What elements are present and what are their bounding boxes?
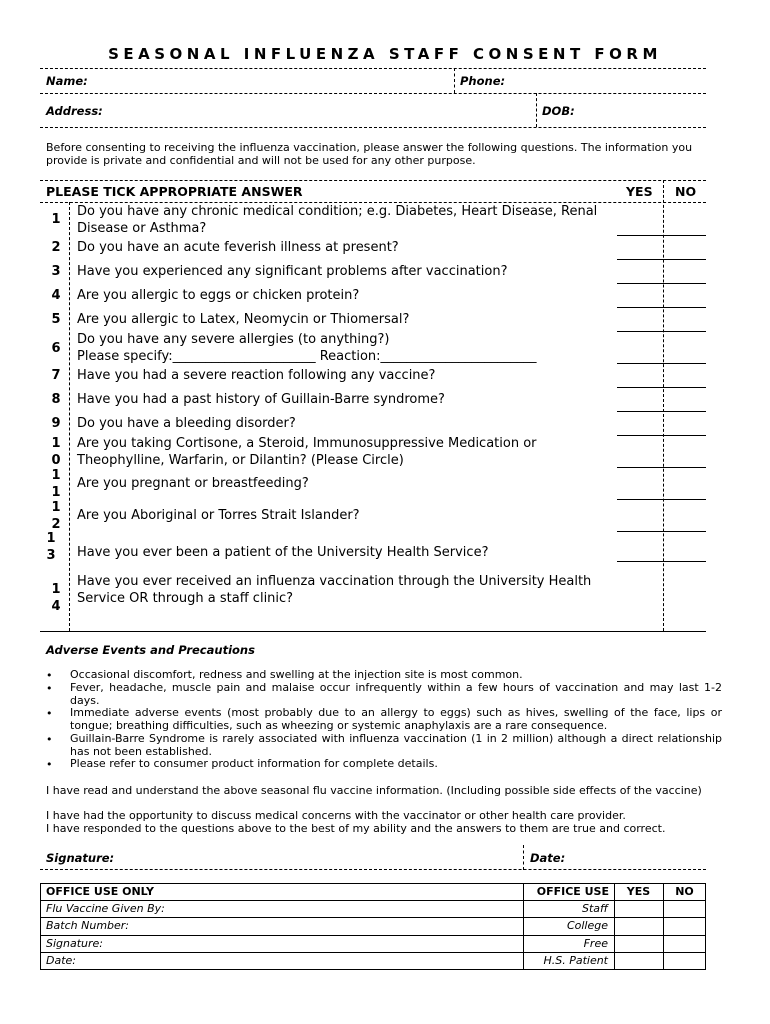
question-number: 5 (51, 312, 61, 327)
question-text: Do you have any severe allergies (to anything?) (77, 332, 390, 347)
question-text: Are you taking Cortisone, a Steroid, Immunosuppressive Medication or Theophylline, Warfarin, or Dilantin? (Please Circle) (77, 436, 537, 468)
question-text: Are you pregnant or breastfeeding? (77, 476, 309, 491)
divider (523, 845, 524, 870)
office-row-option: Staff (582, 902, 608, 915)
date-label: Date: (530, 851, 566, 865)
office-no-header: NO (675, 885, 694, 898)
question-number: 1 (51, 212, 61, 227)
question-number: 4 (51, 288, 61, 303)
question-text: Are you allergic to eggs or chicken protein? (77, 288, 360, 303)
declaration-line: I have responded to the questions above to the best of my ability and the answers to them are true and correct. (46, 822, 666, 835)
address-field[interactable] (110, 98, 530, 122)
bullet-icon: • (46, 669, 53, 682)
question-text: Have you experienced any significant problems after vaccination? (77, 264, 508, 279)
question-number: 3 (51, 264, 61, 279)
question-text: Have you had a past history of Guillain-Barre syndrome? (77, 392, 445, 407)
divider (40, 180, 706, 181)
question-text: Have you ever received an influenza vaccination through the University Health Service OR through a staff clinic? (77, 574, 592, 606)
answer-line[interactable] (617, 467, 706, 468)
divider (40, 869, 706, 870)
signature-field[interactable] (120, 846, 515, 868)
declaration-line: I have had the opportunity to discuss medical concerns with the vaccinator or other health care provider. (46, 809, 626, 822)
question-number: 9 (51, 416, 61, 431)
question-number: 1 1 (51, 468, 61, 500)
answer-line[interactable] (617, 411, 706, 412)
office-yes-header: YES (626, 885, 651, 898)
question-text: Have you had a severe reaction following any vaccine? (77, 368, 436, 383)
dob-field[interactable] (580, 98, 700, 122)
question-text: Are you allergic to Latex, Neomycin or Thiomersal? (77, 312, 410, 327)
form-title: SEASONAL INFLUENZA STAFF CONSENT FORM (108, 45, 662, 63)
answer-line[interactable] (617, 331, 706, 332)
question-number: 1 2 (51, 500, 61, 532)
divider (40, 68, 706, 69)
question-number: 6 (51, 341, 61, 356)
declaration-line: I have read and understand the above seasonal flu vaccine information. (Including possible side effects of the vaccine) (46, 784, 702, 797)
answer-line[interactable] (617, 435, 706, 436)
divider (536, 93, 537, 127)
bullet-icon: • (46, 758, 53, 771)
question-text: Do you have any chronic medical condition; e.g. Diabetes, Heart Disease, Renal Disease or Asthma? (77, 204, 598, 236)
answer-line[interactable] (617, 561, 706, 562)
name-field[interactable] (96, 70, 446, 90)
answer-line[interactable] (617, 235, 706, 236)
questions-header: PLEASE TICK APPROPRIATE ANSWER (46, 184, 303, 199)
adverse-item: Immediate adverse events (most probably due to an allergy to eggs) such as hives, swelling of the face, lips or tongue; breathing difficulties, such as wheezing or systemic anaphylaxis are a rare consequence. (70, 706, 722, 732)
question-text: Are you Aboriginal or Torres Strait Islander? (77, 508, 360, 523)
question-text: Do you have an acute feverish illness at present? (77, 240, 399, 255)
office-row-label: Flu Vaccine Given By: (46, 902, 165, 915)
office-row-label: Batch Number: (46, 919, 130, 932)
divider (69, 202, 70, 631)
dob-label: DOB: (542, 104, 575, 118)
divider (454, 68, 455, 93)
question-text: Have you ever been a patient of the University Health Service? (77, 545, 489, 560)
answer-line[interactable] (617, 531, 706, 532)
adverse-item: Please refer to consumer product information for complete details. (70, 757, 438, 770)
office-row-label: Date: (46, 954, 76, 967)
question-number: 1 0 (51, 436, 61, 468)
divider (40, 93, 706, 94)
no-header: NO (675, 184, 697, 199)
question-number: 1 3 (46, 531, 56, 563)
adverse-item: Occasional discomfort, redness and swelling at the injection site is most common. (70, 668, 523, 681)
office-row-option: H.S. Patient (543, 954, 608, 967)
answer-line[interactable] (617, 363, 706, 364)
name-label: Name: (46, 74, 88, 88)
answer-line[interactable] (617, 307, 706, 308)
divider (663, 180, 664, 631)
yes-header: YES (626, 184, 653, 199)
address-label: Address: (46, 104, 103, 118)
intro-text: Before consenting to receiving the influenza vaccination, please answer the following questions. The information you provide is private and confidential and will not be used for any other purpose. (46, 141, 693, 167)
office-header: OFFICE USE (536, 885, 609, 898)
answer-line[interactable] (617, 259, 706, 260)
bullet-icon: • (46, 682, 53, 695)
divider (40, 127, 706, 128)
phone-label: Phone: (460, 74, 506, 88)
bullet-icon: • (46, 733, 53, 746)
divider (40, 631, 706, 632)
adverse-item: Fever, headache, muscle pain and malaise occur infrequently within a few hours of vaccination and may last 1-2 days. (70, 681, 722, 707)
question-number: 1 4 (51, 582, 61, 614)
office-header: OFFICE USE ONLY (46, 885, 154, 898)
question-text: Do you have a bleeding disorder? (77, 416, 296, 431)
office-row-label: Signature: (46, 937, 104, 950)
question-number: 2 (51, 240, 61, 255)
bullet-icon: • (46, 707, 53, 720)
office-row-option: Free (583, 937, 608, 950)
signature-label: Signature: (46, 851, 115, 865)
answer-line[interactable] (617, 283, 706, 284)
phone-field[interactable] (510, 70, 700, 90)
date-field[interactable] (575, 846, 703, 868)
allergy-specify-line[interactable]: Please specify:______________________ Reaction:________________________ (77, 349, 537, 364)
answer-line[interactable] (617, 499, 706, 500)
divider (523, 883, 524, 970)
question-number: 8 (51, 392, 61, 407)
adverse-heading: Adverse Events and Precautions (46, 643, 255, 657)
question-number: 7 (51, 368, 61, 383)
office-row-option: College (566, 919, 608, 932)
adverse-item: Guillain-Barre Syndrome is rarely associated with influenza vaccination (1 in 2 million) although a direct relationship has not been established. (70, 732, 722, 758)
answer-line[interactable] (617, 387, 706, 388)
